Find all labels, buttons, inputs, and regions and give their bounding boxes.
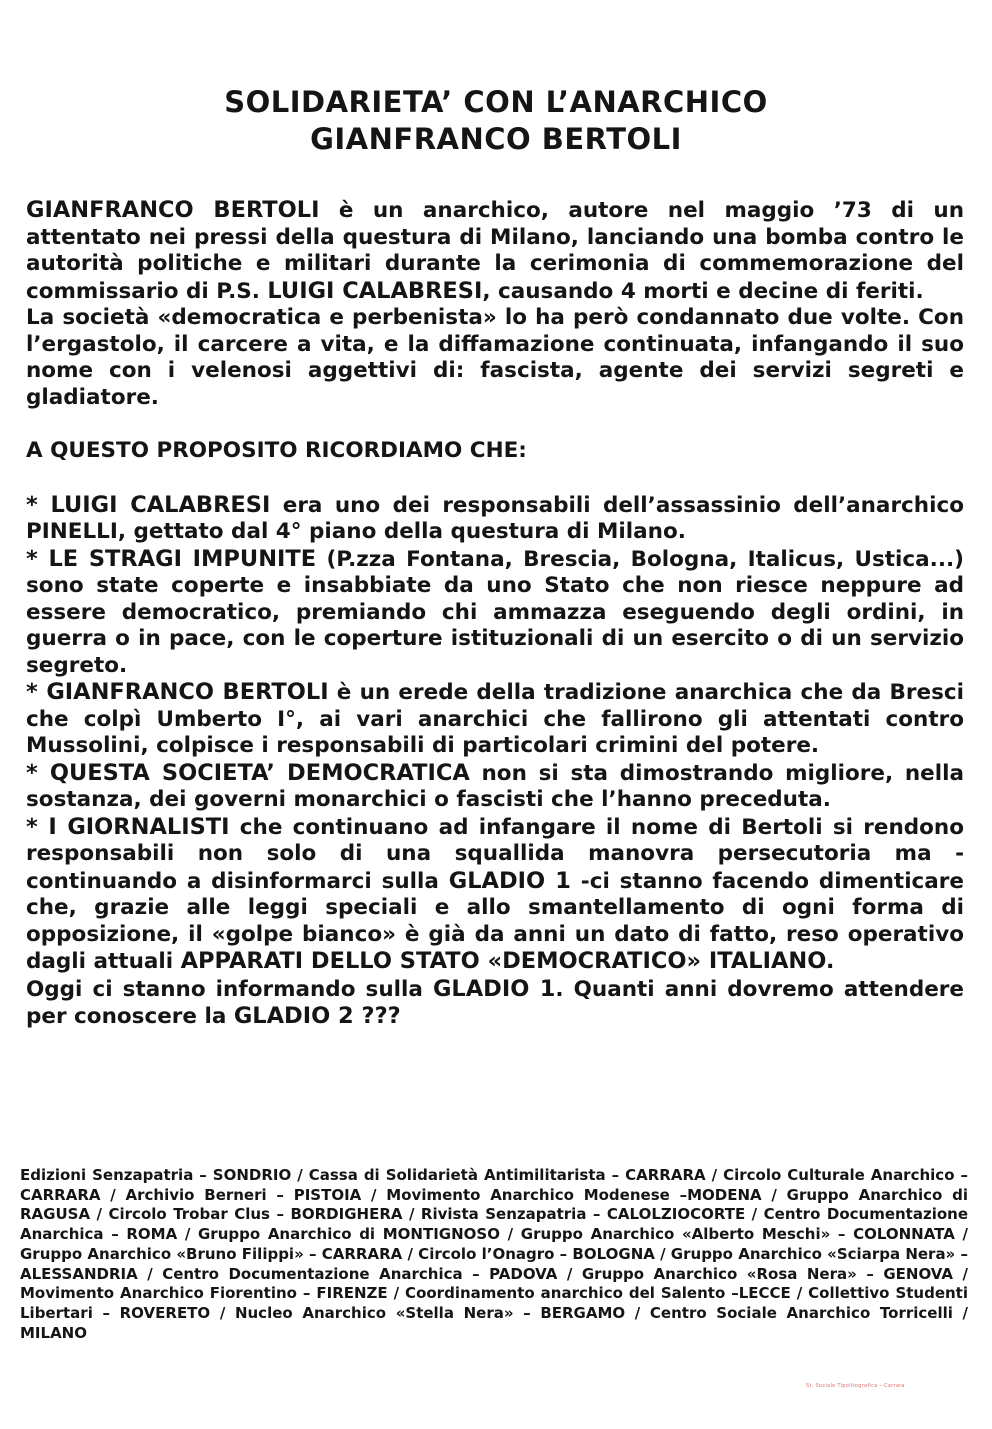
point-4-text: non si sta dimostrando migliore, nella sostanza, dei governi monarchici o fascisti che l’hanno preceduta.: [26, 760, 964, 812]
intro-text-2: , causando 4 morti e decine di feriti.: [482, 278, 924, 304]
intro-text-1: è un anarchico, autore nel maggio ’73 di un attentato nei pressi della questura di Milano, lanciando una bomba contro le autorità politiche e militari durante la cerimonia di commemorazione del commissario di P.S.: [26, 198, 965, 304]
intro-calabresi: LUIGI CALABRESI: [267, 277, 483, 304]
point-5-apparati: APPARATI DELLO STATO «DEMOCRATICO» ITALIANO.: [180, 948, 835, 974]
point-bertoli: [26, 679, 964, 760]
point-1-text: era uno dei responsabili dell’assassinio dell’anarchico PINELLI, gettato dal 4° piano della questura di Milano.: [26, 492, 964, 544]
title-line-2: GIANFRANCO BERTOLI: [310, 122, 682, 156]
point-calabresi: [26, 492, 964, 546]
intro-paragraph: [26, 197, 964, 305]
poster-title: [0, 84, 992, 158]
intro-name: GIANFRANCO BERTOLI: [26, 197, 320, 223]
closing-gladio-1: GLADIO 1: [432, 975, 556, 1002]
signatories-list: Edizioni Senzapatria – SONDRIO / Cassa di Solidarietà Antimilitarista – CARRARA / Circolo Culturale Anarchico – CARRARA / Archivio Berneri – PISTOIA / Movimento Anarchico Modenese –MODENA / Gruppo Anarchico di RAGUSA / Circolo Trobar Clus – BORDIGHERA / Rivista Senzapatria – CALOLZIOCORTE / Centro Documentazione Anarchica – ROMA / Gruppo Anarchico di MONTIGNOSO / Gruppo Anarchico «Alberto Meschi» – COLONNATA / Gruppo Anarchico «Bruno Filippi» – CARRARA / Circolo l’Onagro – BOLOGNA / Gruppo Anarchico «Sciarpa Nera» – ALESSANDRIA / Centro Documentazione Anarchica – PADOVA / Gruppo Anarchico «Rosa Nera» – GENOVA / Movimento Anarchico Fiorentino – FIRENZE / Coordinamento anarchico del Salento –LECCE / Collettivo Studenti Libertari – ROVERETO / Nucleo Anarchico «Stella Nera» – BERGAMO / Centro Sociale Anarchico Torricelli / MILANO: [20, 1166, 968, 1342]
point-5-text-1: che continuano ad infangare il nome di Bertoli si rendono responsabili non solo di una squallida manovra persecutoria ma -continuando a disinformarci sulla: [26, 814, 964, 894]
point-3-lead: * GIANFRANCO BERTOLI: [26, 679, 329, 705]
closing-question: [26, 976, 964, 1031]
point-2-lead: * LE STRAGI IMPUNITE: [26, 545, 317, 572]
point-1-lead: * LUIGI CALABRESI: [26, 491, 271, 518]
section-heading: A QUESTO PROPOSITO RICORDIAMO CHE:: [26, 438, 527, 463]
point-stragi: [26, 546, 964, 680]
point-2-text: (P.zza Fontana, Brescia, Bologna, Italicus, Ustica...) sono state coperte e insabbiate da uno Stato che non riesce neppure ad essere democratico, premiando chi ammazza eseguendo degli ordini, in guerra o in pace, con le coperture istituzionali di un esercito o di un servizio segreto.: [26, 546, 964, 678]
point-5-text-2: -ci stanno facendo dimenticare che, grazie alle leggi speciali e allo smantellamento di ogni forma di opposizione, il «golpe bianco» è già da anni un dato di fatto, reso operativo dagli attuali: [26, 868, 964, 974]
point-3-text: è un erede della tradizione anarchica che da Bresci che colpì Umberto I°, ai vari anarchici che fallirono gli attentati contro Mussolini, colpisce i responsabili di particolari crimini del potere.: [26, 680, 964, 758]
closing-gladio-2: GLADIO 2 ???: [233, 1003, 401, 1029]
point-5-gladio: GLADIO 1: [448, 867, 571, 894]
point-4-lead: * QUESTA SOCIETA’ DEMOCRATICA: [26, 759, 470, 786]
point-giornalisti: [26, 814, 964, 976]
point-societa: [26, 760, 964, 814]
point-5-lead: * I GIORNALISTI: [26, 813, 230, 840]
closing-text-2: . Quanti anni dovremo attendere per conoscere la: [26, 976, 964, 1029]
poster-body: [26, 197, 964, 1031]
closing-text-1: Oggi ci stanno informando sulla: [26, 976, 433, 1002]
intro-paragraph-2: La società «democratica e perbenista» lo ha però condannato due volte. Con l’ergastolo, il carcere a vita, e la diffamazione continuata, infangando il suo nome con i velenosi aggettivi di: fascista, agente dei servizi segreti e gladiatore.: [26, 305, 964, 410]
printer-mark: St. Sociale Tipolitografica – Carrara: [806, 1383, 905, 1389]
title-line-1: SOLIDARIETA’ CON L’ANARCHICO: [224, 85, 768, 119]
